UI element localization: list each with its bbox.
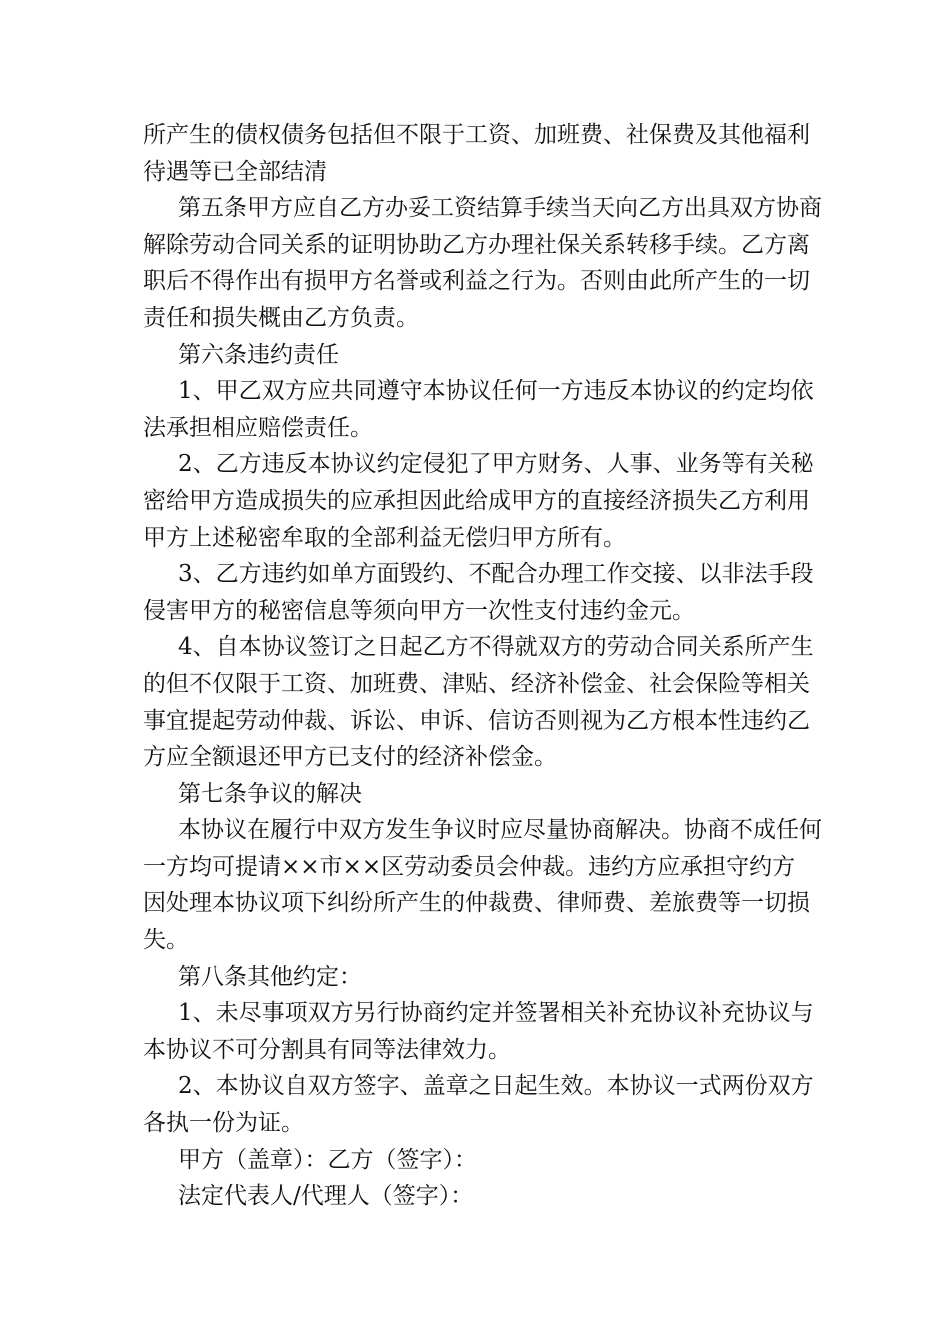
text-line: 2、本协议自双方签字、盖章之日起生效。本协议一式两份双方 [178,1073,814,1100]
text-line: 密给甲方造成损失的应承担因此给成甲方的直接经济损失乙方利用 [143,487,810,514]
text-line: 解除劳动合同关系的证明协助乙方办理社保关系转移手续。乙方离 [143,231,810,258]
text-line: 第六条违约责任 [178,341,339,368]
document-body [143,117,823,1215]
text-line: 方应全额退还甲方已支付的经济补偿金。 [143,744,557,771]
text-line: 法定代表人/代理人（签字）： [178,1183,474,1210]
text-line: 待遇等已全部结清 [143,158,327,185]
text-line: 2、乙方违反本协议约定侵犯了甲方财务、人事、业务等有关秘 [178,451,814,478]
text-line: 本协议不可分割具有同等法律效力。 [143,1036,511,1063]
text-line: 1、未尽事项双方另行协商约定并签署相关补充协议补充协议与 [178,1000,814,1027]
text-line: 失。 [143,927,189,954]
text-line: 各执一份为证。 [143,1110,304,1137]
text-line: 第八条其他约定： [178,963,362,990]
text-line: 第五条甲方应自乙方办妥工资结算手续当天向乙方出具双方协商 [178,195,822,222]
text-line: 因处理本协议项下纠纷所产生的仲裁费、律师费、差旅费等一切损 [143,890,810,917]
text-line: 4、自本协议签订之日起乙方不得就双方的劳动合同关系所产生 [178,634,814,661]
text-line: 事宜提起劳动仲裁、诉讼、申诉、信访否则视为乙方根本性违约乙 [143,707,810,734]
text-line: 1、甲乙双方应共同遵守本协议任何一方违反本协议的约定均依 [178,378,814,405]
text-line: 甲方（盖章）：乙方（签字）： [178,1146,477,1173]
text-line: 第七条争议的解决 [178,780,362,807]
text-line: 法承担相应赔偿责任。 [143,414,373,441]
text-line: 职后不得作出有损甲方名誉或利益之行为。否则由此所产生的一切 [143,268,810,295]
text-line: 甲方上述秘密牟取的全部利益无偿归甲方所有。 [143,524,626,551]
text-line: 一方均可提请××市××区劳动委员会仲裁。违约方应承担守约方 [143,853,796,880]
text-line: 责任和损失概由乙方负责。 [143,304,419,331]
text-line: 本协议在履行中双方发生争议时应尽量协商解决。协商不成任何 [178,817,822,844]
text-line: 的但不仅限于工资、加班费、津贴、经济补偿金、社会保险等相关 [143,670,810,697]
text-line: 侵害甲方的秘密信息等须向甲方一次性支付违约金元。 [143,597,695,624]
text-line: 3、乙方违约如单方面毁约、不配合办理工作交接、以非法手段 [178,561,814,588]
text-line: 所产生的债权债务包括但不限于工资、加班费、社保费及其他福利 [143,122,810,148]
